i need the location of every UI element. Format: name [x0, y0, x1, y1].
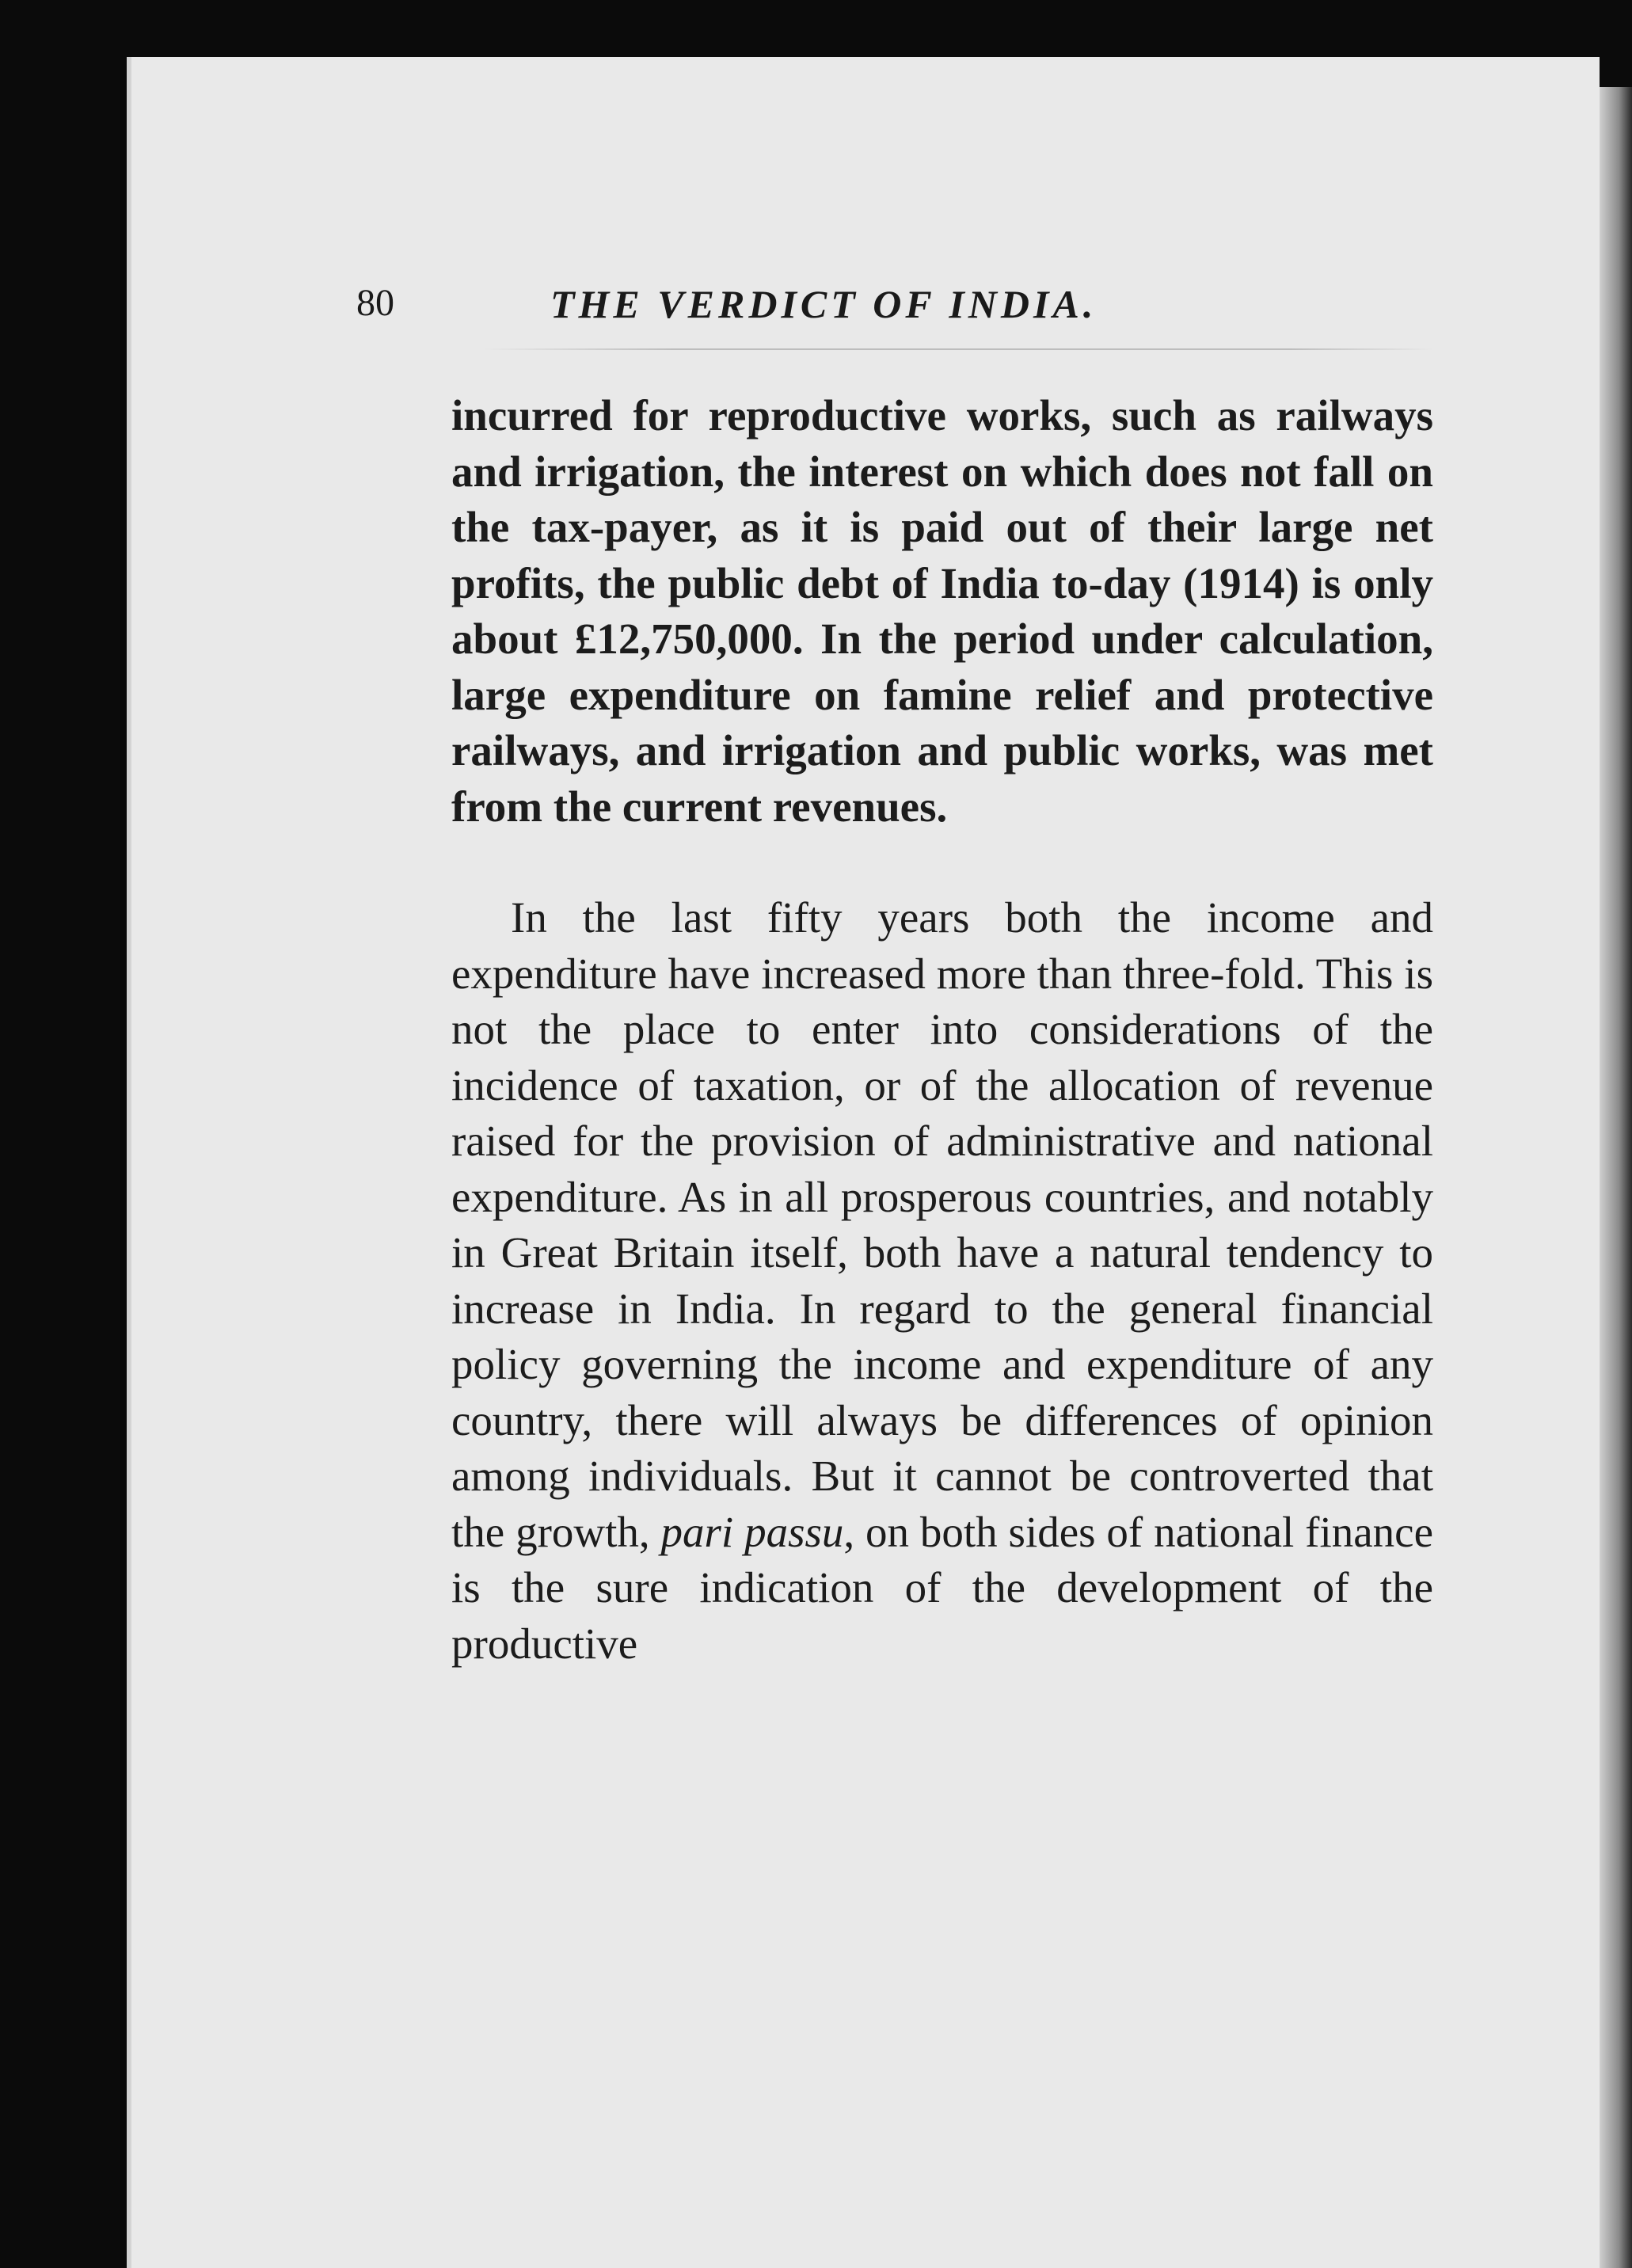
- page-number: 80: [356, 282, 394, 324]
- header-rule: [483, 348, 1433, 350]
- paragraph-1: [451, 388, 1433, 835]
- running-title: THE VERDICT OF INDIA.: [550, 282, 1098, 326]
- paragraph-1-text: incurred for reproductive works, such as railways and irrigation, the interest on which does not fall on the tax-payer, as it is paid out of their large net profits, the public debt of India to-day (1914) is only about £12,750,000. In the period under calculation, large expenditure on famine relief and protective railways, and irrigation and public works, was met from the current revenues.: [451, 391, 1433, 831]
- paragraph-2-italic-phrase: pari passu: [660, 1507, 844, 1556]
- page-edge-shadow: [1600, 87, 1632, 2268]
- body-text: [451, 388, 1433, 1672]
- running-header: [356, 281, 1433, 344]
- paragraph-2: [451, 890, 1433, 1672]
- paragraph-2-text-before: In the last fifty years both the income and expenditure have increased more than three-fold. This is not the place to enter into considerations of the incidence of taxation, or of the allocation of revenue raised for the provision of administrative and national expenditure. As in all prosperous countries, and notably in Great Britain itself, both have a natural tendency to increase in India. In regard to the general financial policy governing the income and expenditure of any country, there will always be differences of opinion among individuals. But it cannot be controverted that the growth,: [451, 893, 1433, 1556]
- paragraph-2-text-after: , on both sides of national finance is the sure indication of the development of the productive: [451, 1507, 1433, 1668]
